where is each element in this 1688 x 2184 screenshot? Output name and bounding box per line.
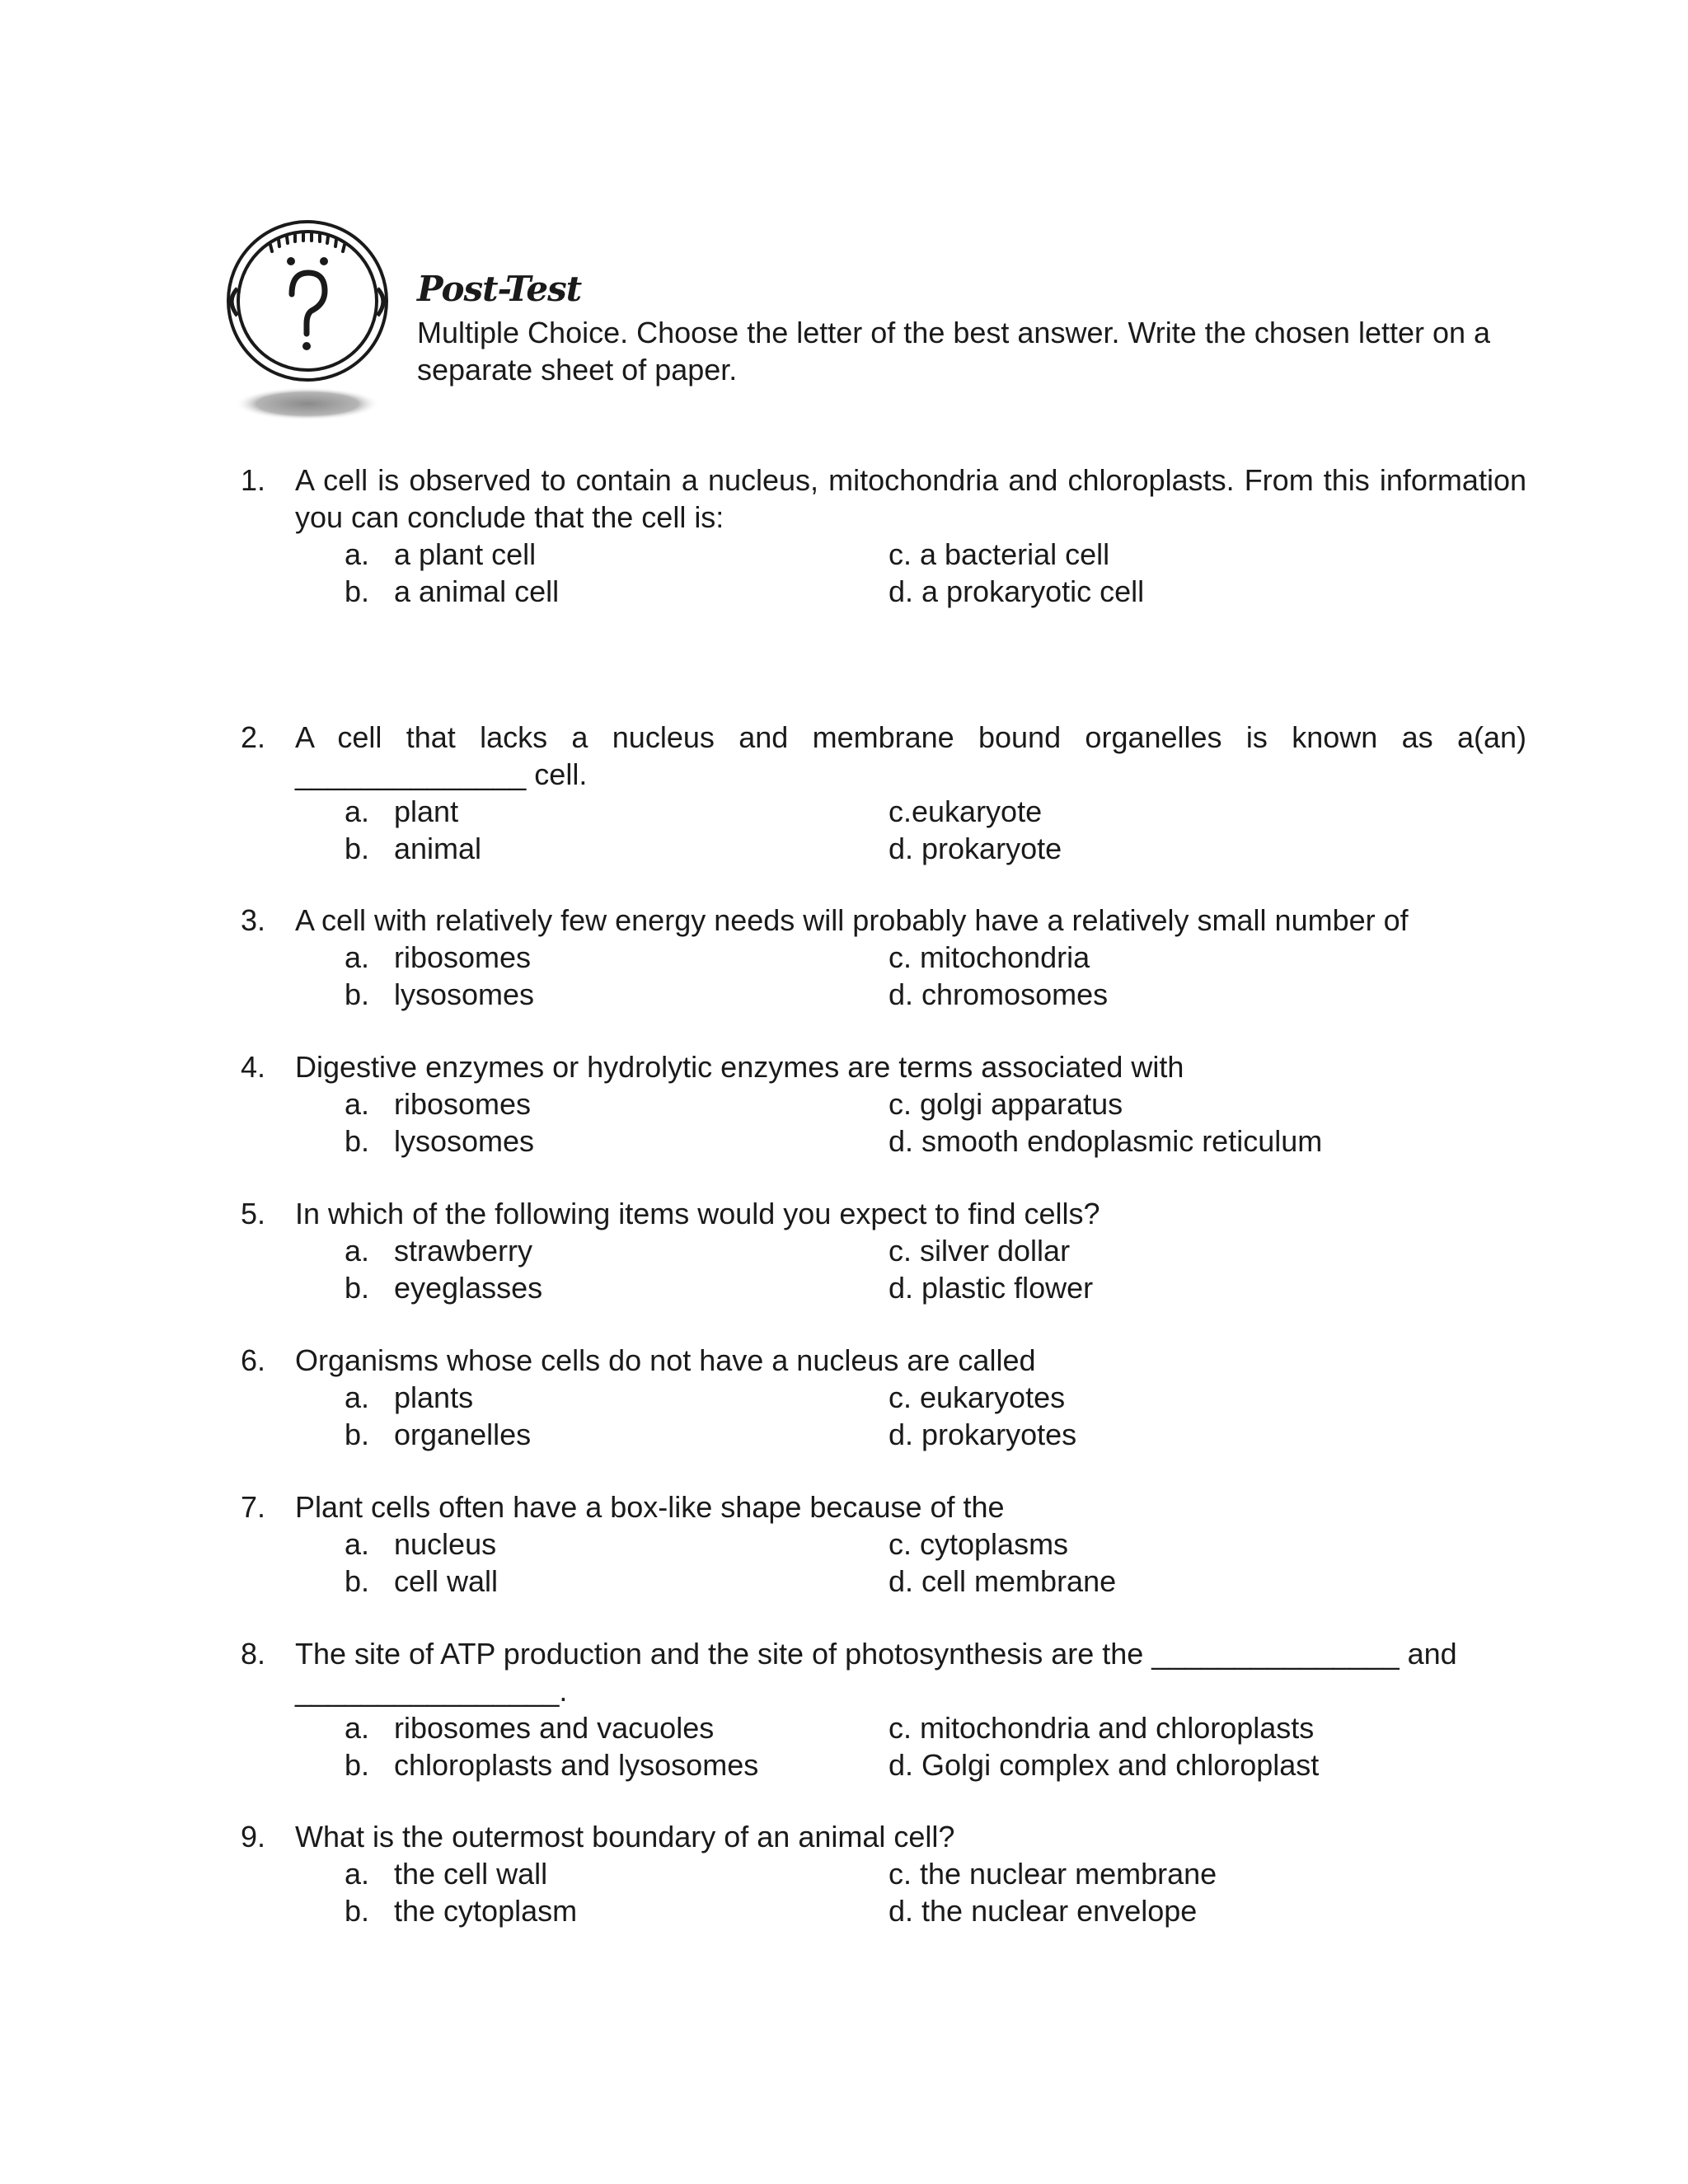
choice-letter: b. — [345, 977, 370, 1011]
choice-c: c. cytoplasms — [889, 1527, 1069, 1561]
choices — [295, 1379, 1526, 1453]
choices — [295, 939, 1526, 1013]
choice-c: c. silver dollar — [889, 1234, 1071, 1268]
choice-letter: a. — [345, 1527, 370, 1561]
question-text: A cell with relatively few energy needs will probably have a relatively small number of — [295, 903, 1409, 937]
choice-d: d. cell membrane — [889, 1564, 1117, 1598]
question-text: A cell that lacks a nucleus and membrane bound organelles is known as a(an) ______________ cell. — [295, 720, 1526, 791]
choice-text: organelles — [394, 1418, 532, 1451]
question-text: What is the outermost boundary of an animal cell? — [295, 1820, 955, 1854]
choice-letter: a. — [345, 794, 370, 828]
choice-text: ribosomes and vacuoles — [394, 1711, 715, 1745]
question-text: A cell is observed to contain a nucleus, mitochondria and chloroplasts. From this information you can conclude that the cell is: — [295, 463, 1526, 534]
choice-d: d. prokaryote — [889, 832, 1062, 865]
choice-c: c. eukaryotes — [889, 1380, 1066, 1414]
question-text: In which of the following items would you expect to find cells? — [295, 1197, 1100, 1230]
choice-b — [345, 1563, 498, 1600]
choice-b — [345, 1122, 534, 1160]
choice-d: d. the nuclear envelope — [889, 1894, 1198, 1928]
choice-letter: a. — [345, 1857, 370, 1891]
choice-text: ribosomes — [394, 940, 532, 974]
choice-text: plants — [394, 1380, 474, 1414]
choices — [295, 1855, 1526, 1929]
choice-text: strawberry — [394, 1234, 533, 1268]
choice-a — [345, 1526, 496, 1563]
choice-a — [345, 1232, 532, 1269]
choices — [295, 1232, 1526, 1306]
choice-d: d. a prokaryotic cell — [889, 574, 1145, 608]
choice-d: d. prokaryotes — [889, 1418, 1077, 1451]
choice-letter: b. — [345, 1271, 370, 1305]
choices — [295, 793, 1526, 867]
choice-d: d. Golgi complex and chloroplast — [889, 1748, 1320, 1782]
question-number: 3. — [241, 903, 266, 937]
choices — [295, 536, 1526, 610]
question-text: Plant cells often have a box-like shape because of the — [295, 1490, 1005, 1524]
choice-text: chloroplasts and lysosomes — [394, 1748, 759, 1782]
question-number: 8. — [241, 1637, 266, 1671]
choice-text: the cytoplasm — [394, 1894, 578, 1928]
choice-a — [345, 939, 531, 976]
choice-text: eyeglasses — [394, 1271, 543, 1305]
choice-text: a plant cell — [394, 537, 537, 571]
instructions: Multiple Choice. Choose the letter of the best answer. Write the chosen letter on a separate sheet of paper. — [417, 316, 1491, 387]
choice-text: a animal cell — [394, 574, 560, 608]
question-number: 6. — [241, 1343, 266, 1377]
choice-text: cell wall — [394, 1564, 499, 1598]
question-number: 9. — [241, 1820, 266, 1854]
question-6 — [241, 1342, 1526, 1453]
page-title: Post-Test — [417, 269, 582, 309]
choice-a — [345, 1379, 473, 1416]
question-5 — [241, 1195, 1526, 1306]
choice-letter: a. — [345, 1087, 370, 1121]
choice-letter: b. — [345, 1748, 370, 1782]
question-number: 2. — [241, 720, 266, 754]
choice-b — [345, 1269, 542, 1306]
question-number: 4. — [241, 1050, 266, 1084]
choice-text: the cell wall — [394, 1857, 548, 1891]
choice-a — [345, 1709, 714, 1746]
question-number: 5. — [241, 1197, 266, 1230]
choice-c: c. golgi apparatus — [889, 1087, 1123, 1121]
choice-b — [345, 1746, 758, 1783]
post-test-header — [221, 218, 1540, 433]
question-7 — [241, 1488, 1526, 1600]
choice-a — [345, 793, 458, 830]
choice-letter: a. — [345, 537, 370, 571]
choice-a — [345, 1085, 531, 1122]
choice-letter: a. — [345, 940, 370, 974]
choice-d: d. smooth endoplasmic reticulum — [889, 1124, 1323, 1158]
choice-letter: b. — [345, 1894, 370, 1928]
question-9 — [241, 1818, 1526, 1929]
question-text: Digestive enzymes or hydrolytic enzymes are terms associated with — [295, 1050, 1184, 1084]
choice-letter: a. — [345, 1711, 370, 1745]
choice-letter: b. — [345, 574, 370, 608]
question-mark-icon — [221, 218, 394, 424]
question-number: 7. — [241, 1490, 266, 1524]
choice-c: c. mitochondria — [889, 940, 1090, 974]
choice-c: c. mitochondria and chloroplasts — [889, 1711, 1315, 1745]
choice-letter: a. — [345, 1234, 370, 1268]
choice-text: plant — [394, 794, 459, 828]
question-text: The site of ATP production and the site of photosynthesis are the _______________ and ________________. — [295, 1637, 1457, 1708]
choice-b — [345, 573, 559, 610]
choice-b — [345, 830, 481, 867]
choice-d: d. chromosomes — [889, 977, 1109, 1011]
choice-text: lysosomes — [394, 977, 535, 1011]
choice-letter: b. — [345, 1564, 370, 1598]
question-3 — [241, 902, 1526, 1013]
choice-text: lysosomes — [394, 1124, 535, 1158]
choice-d: d. plastic flower — [889, 1271, 1094, 1305]
choice-c: c. a bacterial cell — [889, 537, 1110, 571]
question-text: Organisms whose cells do not have a nucleus are called — [295, 1343, 1036, 1377]
choice-a — [345, 1855, 547, 1892]
choice-letter: b. — [345, 1418, 370, 1451]
question-2 — [241, 719, 1526, 867]
choice-text: animal — [394, 832, 482, 865]
choice-letter: b. — [345, 832, 370, 865]
choice-text: ribosomes — [394, 1087, 532, 1121]
choices — [295, 1709, 1526, 1783]
question-1 — [241, 462, 1526, 610]
choices — [295, 1085, 1526, 1160]
choice-text: nucleus — [394, 1527, 497, 1561]
question-8 — [241, 1635, 1526, 1783]
choice-letter: b. — [345, 1124, 370, 1158]
choice-c: c.eukaryote — [889, 794, 1043, 828]
choice-b — [345, 1416, 531, 1453]
header-text — [417, 268, 1546, 388]
choice-c: c. the nuclear membrane — [889, 1857, 1217, 1891]
choice-letter: a. — [345, 1380, 370, 1414]
choices — [295, 1526, 1526, 1600]
choice-a — [345, 536, 536, 573]
choice-b — [345, 976, 534, 1013]
question-4 — [241, 1048, 1526, 1160]
choice-b — [345, 1892, 577, 1929]
question-number: 1. — [241, 463, 266, 497]
